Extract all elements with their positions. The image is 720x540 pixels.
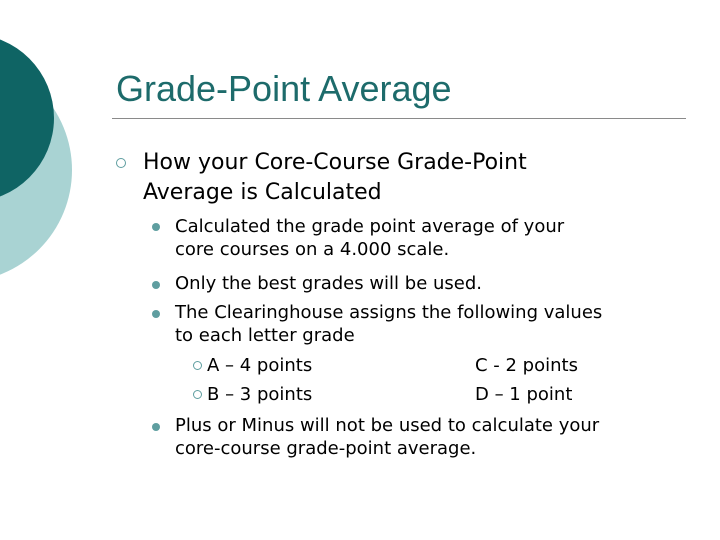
title-divider — [112, 118, 686, 119]
sub-bullet-3-line-1: The Clearinghouse assigns the following values — [175, 302, 603, 323]
hollow-circle-bullet-icon — [193, 390, 202, 399]
hollow-circle-bullet-icon — [193, 361, 202, 370]
sub-bullet-4-line-1: Plus or Minus will not be used to calculate your — [175, 415, 600, 436]
grade-a: A – 4 points — [207, 355, 313, 376]
filled-dot-bullet-icon — [152, 223, 160, 231]
sub-bullet-1-line-2: core courses on a 4.000 scale. — [175, 239, 450, 260]
sub-bullet-1 — [175, 215, 564, 261]
grade-c: C - 2 points — [475, 355, 578, 376]
main-bullet-line-1: How your Core-Course Grade-Point — [143, 150, 527, 175]
grade-b: B – 3 points — [207, 384, 313, 405]
slide-title: Grade-Point Average — [116, 68, 452, 109]
sub-bullet-3-line-2: to each letter grade — [175, 325, 355, 346]
sub-bullet-2 — [175, 272, 482, 295]
hollow-circle-bullet-icon — [116, 158, 126, 168]
main-bullet-text — [143, 148, 623, 208]
grade-d: D – 1 point — [475, 384, 573, 405]
main-bullet-line-2: Average is Calculated — [143, 180, 382, 205]
filled-dot-bullet-icon — [152, 423, 160, 431]
sub-bullet-2-line-1: Only the best grades will be used. — [175, 273, 483, 294]
sub-bullet-4 — [175, 414, 599, 460]
decorative-circles — [0, 0, 120, 300]
sub-bullet-3 — [175, 301, 602, 347]
filled-dot-bullet-icon — [152, 310, 160, 318]
sub-bullet-4-line-2: core-course grade-point average. — [175, 438, 477, 459]
filled-dot-bullet-icon — [152, 281, 160, 289]
sub-bullet-1-line-1: Calculated the grade point average of your — [175, 216, 565, 237]
